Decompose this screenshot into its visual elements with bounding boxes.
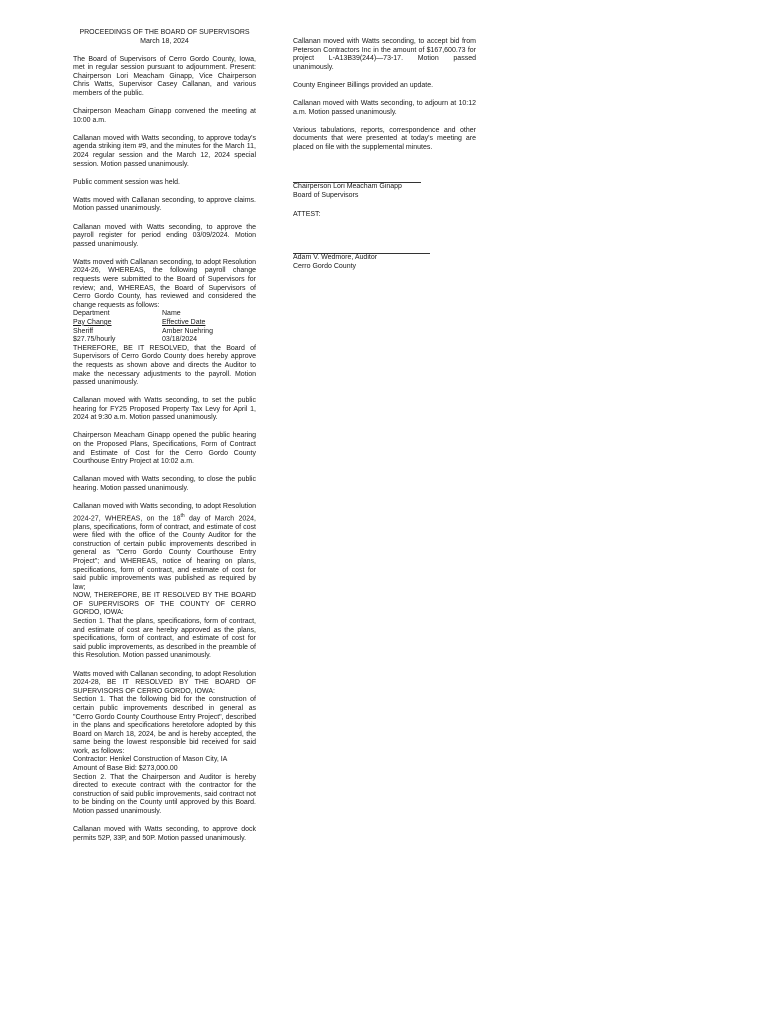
supplemental-minutes-paragraph: Various tabulations, reports, correspondence and other documents that were presented at today's meeting are placed on file with the supplemental minutes. — [293, 126, 476, 151]
resolution-26-conclusion: THEREFORE, BE IT RESOLVED, that the Board of Supervisors of Cerro Gordo County does hereby approve the requests as shown above and directs the Auditor to make the necessary adjustments to the payroll. Motion passed unanimously. — [73, 344, 256, 387]
hearing-open-paragraph: Chairperson Meacham Ginapp opened the public hearing on the Proposed Plans, Specifications, Form of Contract and Estimate of Cost for the Cerro Gordo County Courthouse Entry Project at 10:02 a.m. — [73, 432, 256, 466]
meeting-date: March 18, 2024 — [140, 37, 189, 45]
resolution-28-contractor: Contractor: Henkel Construction of Mason City, IA — [73, 756, 228, 764]
attendance-paragraph: The Board of Supervisors of Cerro Gordo County, Iowa, met in regular session pursuant to adjournment. Present: Chairperson Lori Meacham Ginapp, Vice Chairperson Chris Watts, Supervisor Casey Callanan, and various members of the public. — [73, 55, 256, 98]
document-title: PROCEEDINGS OF THE BOARD OF SUPERVISORS — [79, 29, 250, 36]
resolution-28-section-2: Section 2. That the Chairperson and Auditor is hereby directed to execute contract with the contractor for the construction of said public improvements, said contract not to be binding on the County until approved by this Board. Motion passed unanimously. — [73, 773, 256, 816]
table-cell-pay-change: $27.75/hourly — [73, 336, 116, 344]
table-header-department: Department — [73, 310, 110, 318]
resolution-28-base-bid: Amount of Base Bid: $273,000.00 — [73, 765, 178, 773]
hearing-close-paragraph: Callanan moved with Watts seconding, to close the public hearing. Motion passed unanimously. — [73, 476, 256, 492]
table-header-effective-date: Effective Date — [162, 318, 206, 326]
dock-permits-paragraph: Callanan moved with Watts seconding, to approve dock permits 52P, 33P, and 50P. Motion passed unanimously. — [73, 826, 256, 842]
resolution-27-section-1: Section 1. That the plans, specifications, form of contract, and estimate of cost are hereby approved as the plans, specifications, form of contract, and estimate of cost for said public improvements, as described in the preamble of this Resolution. Motion passed unanimously. — [73, 618, 256, 660]
document-header — [73, 29, 256, 46]
resolution-27-now-therefore: NOW, THEREFORE, BE IT RESOLVED BY THE BOARD OF SUPERVISORS OF THE COUNTY OF CERRO GORDO, IOWA: — [73, 592, 256, 617]
resolution-27-whereas: Callanan moved with Watts seconding, to adopt Resolution 2024-27, WHEREAS, on the 18th day of March 2024, plans, specifications, form of contract, and estimate of cost were filed with the office of the County Auditor for the construction of certain public improvements described in general as "Cerro Gordo County Courthouse Entry Project"; and WHEREAS, notice of hearing on plans, specifications, form of contract, and estimate of cost for said public improvements was published as required by law; — [73, 503, 256, 591]
table-header-pay-change: Pay Change — [73, 318, 112, 326]
payroll-motion-paragraph: Callanan moved with Watts seconding, to approve the payroll register for period ending 03/09/2024. Motion passed unanimously. — [73, 223, 256, 248]
resolution-2024-28 — [73, 671, 256, 817]
table-cell-name: Amber Nuehring — [162, 327, 213, 335]
chairperson-name: Chairperson Lori Meacham Ginapp — [293, 183, 402, 191]
agenda-motion-paragraph: Callanan moved with Watts seconding, to approve today's agenda striking item #9, and the minutes for the March 11, 2024 regular session and the March 12, 2024 special session. Motion passed unanimously. — [73, 134, 256, 168]
tax-levy-hearing-paragraph: Callanan moved with Watts seconding, to set the public hearing for FY25 Proposed Property Tax Levy for April 1, 2024 at 9:30 a.m. Motion passed unanimously. — [73, 397, 256, 422]
table-header-name: Name — [162, 310, 181, 318]
resolution-28-section-1: Section 1. That the following bid for the construction of certain public improvements described in general as "Cerro Gordo County Courthouse Entry Project", described in the plans and specifications heretofore adopted by this Board on March 18, 2024, be and is hereby accepted, the same being the lowest responsible bid received for said work, as follows: — [73, 696, 256, 755]
table-cell-department: Sheriff — [73, 327, 94, 335]
resolution-28-intro: Watts moved with Callanan seconding, to adopt Resolution 2024-28, BE IT RESOLVED BY THE BOARD OF SUPERVISORS OF CERRO GORDO, IOWA: — [73, 670, 256, 695]
resolution-26-intro: Watts moved with Callanan seconding, to adopt Resolution 2024-26, WHEREAS, the following payroll change requests were submitted to the Board of Supervisors for review; and, WHEREAS, the Board of Supervisors of Cerro Gordo County, has reviewed and considered the change requests as follows: — [73, 258, 256, 309]
table-cell-effective-date: 03/18/2024 — [162, 336, 198, 344]
auditor-name: Adam V. Wedmore, Auditor — [293, 254, 378, 262]
resolution-2024-26 — [73, 259, 256, 388]
engineer-update-paragraph: County Engineer Billings provided an update. — [293, 81, 434, 89]
auditor-county: Cerro Gordo County — [293, 262, 357, 270]
bid-acceptance-paragraph: Callanan moved with Watts seconding, to accept bid from Peterson Contractors Inc in the amount of $167,600.73 for project L-A13B39(244)—73-17. Motion passed unanimously. — [293, 38, 476, 71]
chairperson-title: Board of Supervisors — [293, 192, 359, 200]
resolution-2024-27 — [73, 503, 256, 661]
attest-label: ATTEST: — [293, 210, 321, 218]
left-column — [73, 29, 256, 853]
claims-motion-paragraph: Watts moved with Callanan seconding, to approve claims. Motion passed unanimously. — [73, 196, 256, 213]
right-column — [293, 38, 476, 271]
public-comment-paragraph: Public comment session was held. — [73, 178, 180, 186]
payroll-change-table — [73, 310, 256, 344]
adjourn-paragraph: Callanan moved with Watts seconding, to adjourn at 10:12 a.m. Motion passed unanimously. — [293, 99, 476, 116]
convene-paragraph: Chairperson Meacham Ginapp convened the meeting at 10:00 a.m. — [73, 108, 256, 124]
